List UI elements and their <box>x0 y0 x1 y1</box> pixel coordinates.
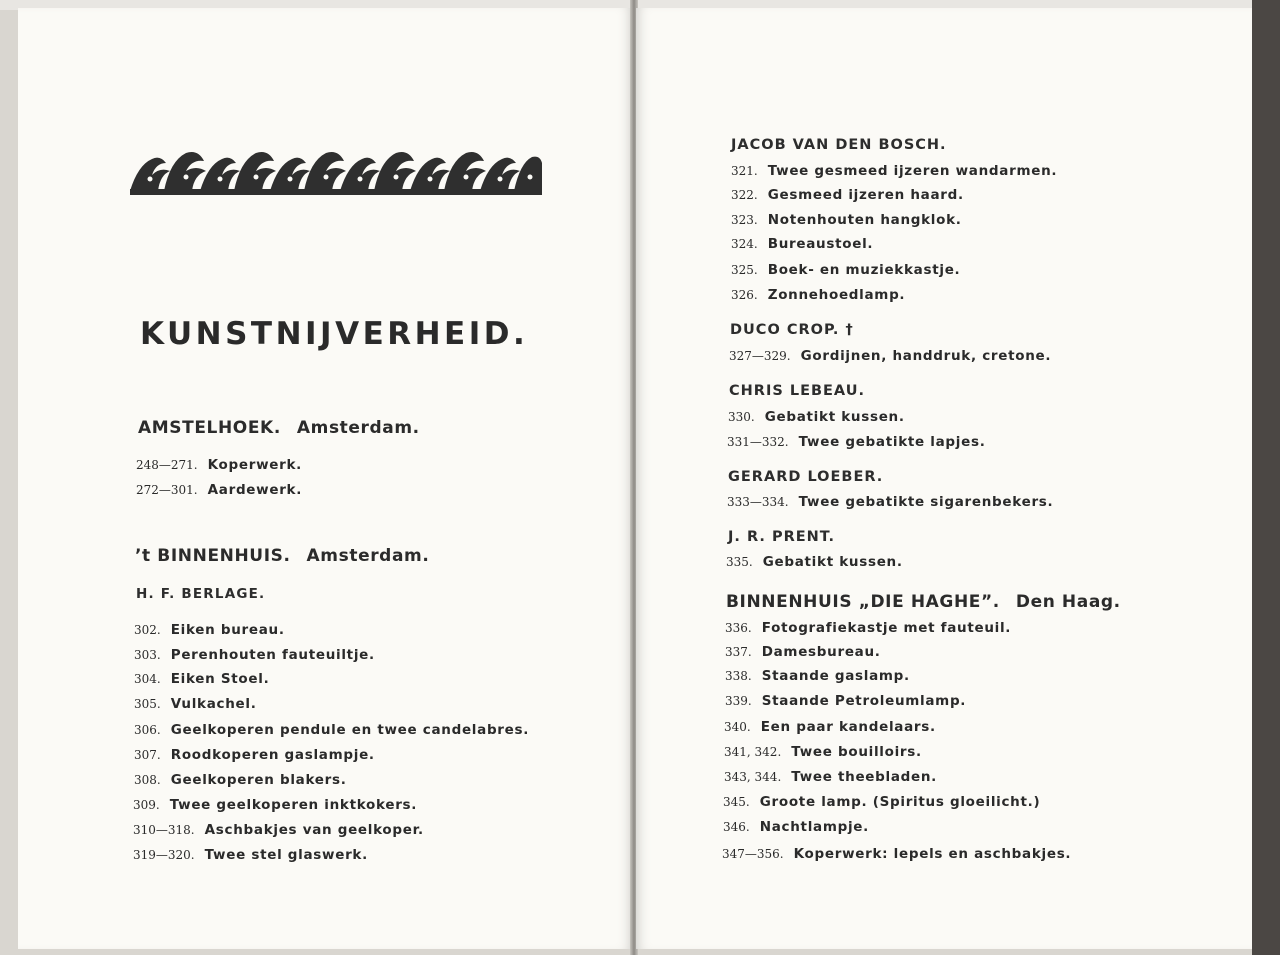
list-item <box>134 722 529 738</box>
item-number: 341, 342. <box>724 745 782 759</box>
item-text: Een paar kandelaars. <box>760 719 936 735</box>
list-item <box>134 772 347 788</box>
item-text: Gordijnen, handdruk, cretone. <box>800 348 1052 364</box>
item-number: 248—271. <box>136 458 198 472</box>
item-text: Twee gebatikte sigarenbekers. <box>798 494 1054 510</box>
list-item <box>725 620 1011 636</box>
item-number: 346. <box>723 820 750 834</box>
item-text: Twee theebladen. <box>791 769 938 785</box>
item-number: 319—320. <box>133 848 195 862</box>
item-number: 333—334. <box>727 495 789 509</box>
item-number: 340. <box>724 720 751 734</box>
list-item <box>724 744 922 760</box>
item-text: Perenhouten fauteuiltje. <box>170 647 375 663</box>
list-item <box>134 747 375 763</box>
item-text: Zonnehoedlamp. <box>767 287 906 303</box>
section-heading-amstelhoek <box>138 418 420 438</box>
book-back-cover <box>1252 0 1280 955</box>
item-number: 305. <box>134 697 161 711</box>
item-text: Koperwerk: lepels en aschbakjes. <box>793 846 1072 862</box>
item-text: Gesmeed ijzeren haard. <box>767 187 964 203</box>
list-item <box>731 236 873 252</box>
item-text: Aardewerk. <box>207 482 303 498</box>
item-number: 331—332. <box>727 435 789 449</box>
item-number: 330. <box>728 410 755 424</box>
list-item <box>723 819 869 835</box>
item-number: 306. <box>134 723 161 737</box>
item-text: Gebatikt kussen. <box>764 409 905 425</box>
list-item <box>134 671 269 687</box>
list-item <box>133 797 417 813</box>
item-text: Vulkachel. <box>170 696 257 712</box>
item-number: 325. <box>731 263 758 277</box>
section-name: ’t BINNENHUIS. <box>135 546 291 566</box>
item-text: Staande gaslamp. <box>761 668 910 684</box>
list-item <box>724 769 937 785</box>
list-item <box>134 696 257 712</box>
item-number: 324. <box>731 237 758 251</box>
item-number: 338. <box>725 669 752 683</box>
list-item <box>731 287 905 303</box>
list-item <box>729 348 1051 364</box>
item-number: 326. <box>731 288 758 302</box>
item-number: 322. <box>731 188 758 202</box>
item-number: 345. <box>723 795 750 809</box>
page-title: KUNSTNIJVERHEID. <box>140 316 529 352</box>
item-number: 321. <box>731 164 758 178</box>
section-name: BINNENHUIS „DIE HAGHE”. <box>726 592 1000 612</box>
section-city: Den Haag. <box>1015 592 1121 612</box>
item-number: 343, 344. <box>724 770 782 784</box>
section-city: Amsterdam. <box>306 546 430 566</box>
item-text: Koperwerk. <box>207 457 302 473</box>
designer-name: J. R. PRENT. <box>728 529 835 545</box>
item-number: 304. <box>134 672 161 686</box>
item-number: 309. <box>133 798 160 812</box>
item-number: 327—329. <box>729 349 791 363</box>
section-city: Amsterdam. <box>296 418 420 438</box>
item-number: 302. <box>134 623 161 637</box>
list-item <box>727 494 1053 510</box>
designer-name: CHRIS LEBEAU. <box>729 383 865 399</box>
item-text: Geelkoperen blakers. <box>170 772 347 788</box>
item-number: 347—356. <box>722 847 784 861</box>
item-text: Twee gesmeed ijzeren wandarmen. <box>767 163 1058 179</box>
art-nouveau-ornament-icon <box>130 145 542 197</box>
item-number: 336. <box>725 621 752 635</box>
section-name: AMSTELHOEK. <box>138 418 281 438</box>
list-item <box>136 482 302 498</box>
item-number: 337. <box>725 645 752 659</box>
item-text: Eiken bureau. <box>170 622 285 638</box>
item-text: Fotografiekastje met fauteuil. <box>761 620 1012 636</box>
item-text: Nachtlampje. <box>759 819 869 835</box>
item-number: 307. <box>134 748 161 762</box>
item-text: Twee stel glaswerk. <box>204 847 368 863</box>
list-item <box>725 693 966 709</box>
list-item <box>133 847 368 863</box>
list-item <box>725 644 881 660</box>
item-number: 308. <box>134 773 161 787</box>
list-item <box>726 554 903 570</box>
item-text: Groote lamp. (Spiritus gloeilicht.) <box>759 794 1041 810</box>
list-item <box>723 794 1040 810</box>
list-item <box>134 647 375 663</box>
designer-name: DUCO CROP. † <box>730 322 854 338</box>
section-heading-binnenhuis <box>135 546 429 566</box>
list-item <box>728 409 905 425</box>
designer-name: GERARD LOEBER. <box>728 469 884 485</box>
item-number: 335. <box>726 555 753 569</box>
list-item <box>724 719 936 735</box>
item-number: 323. <box>731 213 758 227</box>
list-item <box>731 262 960 278</box>
item-text: Boek- en muziekkastje. <box>767 262 961 278</box>
item-number: 310—318. <box>133 823 195 837</box>
list-item <box>727 434 986 450</box>
item-text: Twee bouilloirs. <box>791 744 922 760</box>
section-heading-die-haghe <box>726 592 1121 612</box>
item-text: Staande Petroleumlamp. <box>761 693 967 709</box>
item-text: Notenhouten hangklok. <box>767 212 962 228</box>
item-text: Bureaustoel. <box>767 236 874 252</box>
item-text: Damesbureau. <box>761 644 881 660</box>
item-text: Twee gebatikte lapjes. <box>798 434 986 450</box>
item-number: 339. <box>725 694 752 708</box>
list-item <box>731 187 964 203</box>
list-item <box>731 212 962 228</box>
item-text: Aschbakjes van geelkoper. <box>204 822 424 838</box>
item-text: Roodkoperen gaslampje. <box>170 747 375 763</box>
item-text: Geelkoperen pendule en twee candelabres. <box>170 722 530 738</box>
list-item <box>725 668 910 684</box>
list-item <box>134 622 285 638</box>
item-number: 303. <box>134 648 161 662</box>
item-text: Eiken Stoel. <box>170 671 270 687</box>
item-text: Gebatikt kussen. <box>762 554 903 570</box>
item-text: Twee geelkoperen inktkokers. <box>169 797 418 813</box>
list-item <box>133 822 424 838</box>
list-item <box>722 846 1071 862</box>
item-number: 272—301. <box>136 483 198 497</box>
designer-name: H. F. BERLAGE. <box>136 586 266 602</box>
designer-name: JACOB VAN DEN BOSCH. <box>731 137 947 153</box>
list-item <box>731 163 1057 179</box>
list-item <box>136 457 302 473</box>
